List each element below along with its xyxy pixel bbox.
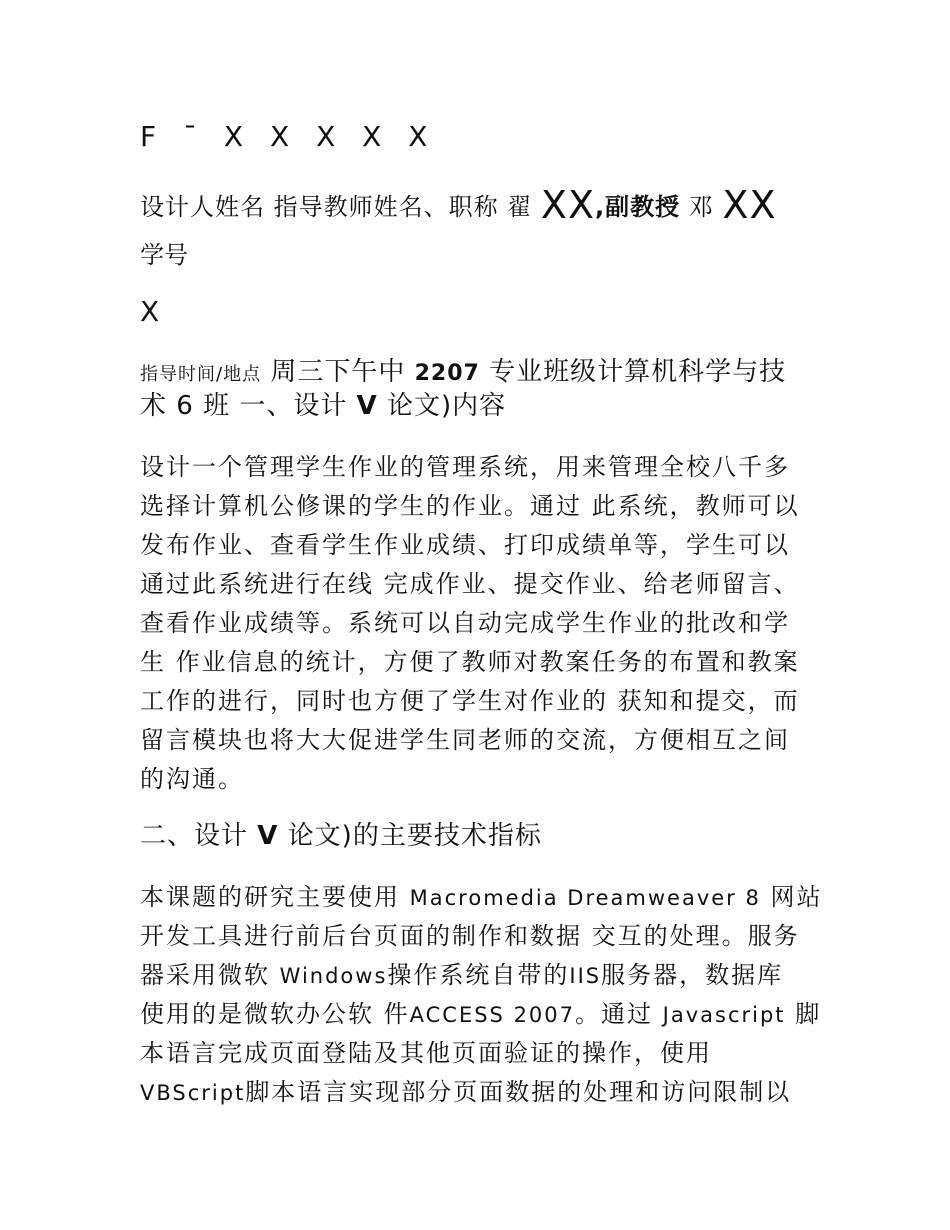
section1-paragraph-line: 设计一个管理学生作业的管理系统，用来管理全校八千多 xyxy=(140,453,790,481)
section2-paragraph-line xyxy=(140,1072,791,1107)
guide-room: 2207 xyxy=(414,361,480,386)
text-run-latin: ACCESS 2007 xyxy=(409,1003,576,1027)
section1-paragraph-line: 的沟通。 xyxy=(140,765,244,793)
text-run: 使用的是微软办公软 件 xyxy=(140,1000,410,1028)
guide-time-value: 周三下午中 xyxy=(270,357,406,387)
student-id-label: 学号 xyxy=(140,241,188,269)
section1-paragraph-line: 留言模块也将大大促进学生同老师的交流，方便相互之间 xyxy=(140,726,790,754)
major-value-2: 术 6 班 xyxy=(140,391,231,421)
text-run: 器采用微软 xyxy=(140,961,270,989)
advisor-label: 指导教师姓名、职称 xyxy=(273,193,499,221)
section1-paragraph-line: 选择计算机公修课的学生的作业。通过 此系统，教师可以 xyxy=(140,492,800,520)
text-run: 脚 xyxy=(795,1000,822,1028)
text-run-latin: Macromedia Dreamweaver 8 xyxy=(409,886,761,910)
text-run: 本课题的研究主要使用 xyxy=(140,883,400,911)
section1-paragraph-line: 生 作业信息的统计，方便了教师对教案任务的布置和教案 xyxy=(140,648,800,676)
text-run-latin: IIS xyxy=(569,964,602,988)
text-run: 。通过 xyxy=(575,1000,654,1028)
section1-heading-v: V xyxy=(356,391,378,421)
section1-heading-suffix: 论文)内容 xyxy=(387,391,507,421)
guide-time-label: 指导时间/地点 xyxy=(140,364,262,385)
text-run-latin: Javascript xyxy=(662,1003,786,1027)
section2-heading-prefix: 二、设计 xyxy=(140,821,249,851)
section2-paragraph-line xyxy=(140,877,823,912)
section2-paragraph-line: 本语言完成页面登陆及其他页面验证的操作，使用 xyxy=(140,1039,712,1067)
section2-heading-suffix: 论文)的主要技术指标 xyxy=(287,821,542,851)
major-label: 专业班级 xyxy=(489,357,598,387)
section2-heading xyxy=(140,815,542,852)
section1-paragraph-line: 工作的进行，同时也方便了学生对作业的 获知和提交，而 xyxy=(140,687,800,715)
section2-paragraph-line: 开发工具进行前后台页面的制作和数据 交互的处理。服务 xyxy=(140,922,800,950)
section1-paragraph-line: 通过此系统进行在线 完成作业、提交作业、给老师留言、 xyxy=(140,570,800,598)
section2-heading-v: V xyxy=(257,821,279,851)
header-code-line: F ¯ X X X X X xyxy=(140,120,437,153)
text-run-latin: Windows xyxy=(279,964,388,988)
guide-time-line xyxy=(140,351,786,388)
advisor1-xx: XX xyxy=(540,183,595,227)
section2-paragraph-line xyxy=(140,955,783,990)
text-run: 脚本语言实现部分页面数据的处理和访问限制以 xyxy=(245,1078,792,1106)
text-run: 服务器，数据库 xyxy=(601,961,784,989)
section1-paragraph-line: 发布作业、查看学生作业成绩、打印成绩单等，学生可以 xyxy=(140,531,790,559)
designer-name-label: 设计人姓名 xyxy=(140,193,265,221)
text-run: 操作系统自带的 xyxy=(387,961,570,989)
advisor1-surname: 翟 xyxy=(507,193,533,221)
student-id-value: X xyxy=(140,295,160,328)
section1-heading-prefix: 一、设计 xyxy=(239,391,348,421)
text-run: 网站 xyxy=(770,883,823,911)
advisor2-xx: XX xyxy=(722,183,777,227)
section1-paragraph-line: 查看作业成绩等。系统可以自动完成学生作业的批改和学 xyxy=(140,609,790,637)
guide-major-line xyxy=(140,385,506,422)
section2-paragraph-line xyxy=(140,994,821,1029)
advisor2-surname: 邓 xyxy=(688,193,714,221)
designer-line xyxy=(140,183,776,227)
advisor1-title: ,副教授 xyxy=(595,193,681,221)
text-run-latin: VBScript xyxy=(140,1081,246,1105)
major-value-1: 计算机科学与技 xyxy=(597,357,787,387)
